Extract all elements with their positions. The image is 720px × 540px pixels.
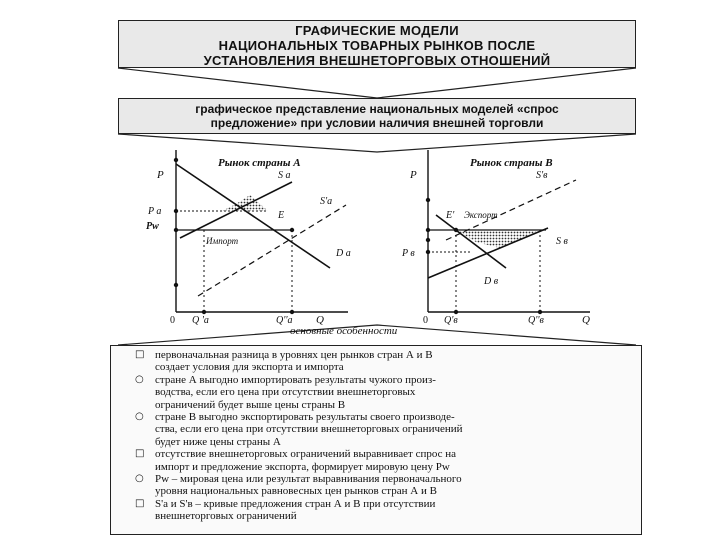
- connector-title-to-subtitle: [118, 68, 636, 98]
- title-line-3: УСТАНОВЛЕНИЯ ВНЕШНЕТОРГОВЫХ ОТНОШЕНИЙ: [203, 53, 551, 68]
- feature-item: [117, 374, 635, 411]
- chart-a-equilibrium-point: [290, 228, 294, 232]
- feature-line: создает условия для экспорта и импорта: [155, 361, 344, 374]
- chart-b-axis-dot: [426, 198, 430, 202]
- chart-a-demand-label: D а: [336, 248, 351, 259]
- feature-bullet: □: [135, 448, 145, 460]
- title-line-2: НАЦИОНАЛЬНЫХ ТОВАРНЫХ РЫНКОВ ПОСЛЕ: [218, 38, 536, 53]
- feature-line: водства, если его цена при отсутствии внешнеторговых: [155, 386, 416, 399]
- chart-b-equilibrium-point: [454, 228, 458, 232]
- feature-line: отсутствие внешнеторговых ограничений выравнивает спрос на: [155, 448, 457, 461]
- chart-a-qa2-label: Q''а: [276, 315, 293, 326]
- feature-item: [117, 498, 635, 523]
- chart-b-supply-shift-label: S'в: [536, 170, 548, 181]
- chart-a-axis-dot: [174, 158, 178, 162]
- chart-a-axis-dot: [290, 310, 294, 314]
- chart-a-price-axis-label: P: [157, 169, 164, 181]
- feature-item: [117, 448, 635, 473]
- chart-a-pw-label: Pw: [146, 221, 159, 232]
- feature-line: будет ниже цены страны А: [155, 435, 281, 448]
- feature-line: внешнеторговых ограничений: [155, 510, 297, 523]
- feature-bullet: ○: [135, 411, 144, 423]
- chart-country-a: [146, 150, 351, 326]
- chart-b-demand-label: D в: [484, 276, 499, 287]
- chart-b-qty-axis-label: Q: [582, 314, 590, 326]
- feature-line: стране А выгодно импортировать результаты чужого произ-: [155, 373, 436, 386]
- chart-b-axis-dot: [426, 238, 430, 242]
- chart-b-title: Рынок страны В: [470, 157, 553, 169]
- chart-a-axis-dot: [174, 209, 178, 213]
- feature-bullet: □: [135, 497, 145, 509]
- chart-b-axis-dot: [454, 310, 458, 314]
- feature-bullet: ○: [135, 373, 144, 385]
- features-box: [110, 345, 642, 535]
- chart-a-title: Рынок страны А: [218, 157, 301, 169]
- chart-b-axis-dot: [426, 250, 430, 254]
- chart-a-axis-dot: [174, 283, 178, 287]
- chart-b-qb2-label: Q''в: [528, 315, 544, 326]
- feature-item: [117, 349, 635, 374]
- chart-b-price-axis-label: P: [410, 169, 417, 181]
- feature-line: уровня национальных равновесных цен рынков стран А и В: [155, 485, 437, 498]
- feature-line: стране В выгодно экспортировать результаты своего производе-: [155, 411, 455, 424]
- chart-a-qty-axis-label: Q: [316, 314, 324, 326]
- feature-line: ограничений будет выше цены страны В: [155, 398, 346, 411]
- chart-b-axis-dot: [426, 228, 430, 232]
- feature-bullet: ○: [135, 473, 144, 485]
- feature-line: ства, если его цена при отсутствии внешнеторговых ограничений: [155, 423, 463, 436]
- chart-b-origin-label: 0: [423, 315, 428, 326]
- chart-a-axis-dot: [174, 228, 178, 232]
- chart-country-b: [401, 150, 590, 326]
- chart-a-supply-label: S а: [278, 170, 291, 181]
- feature-line: Pw – мировая цена или результат выравнивания первоначального: [155, 473, 462, 486]
- chart-b-supply-label: S в: [556, 236, 568, 247]
- chart-a-equilibrium-label: E: [278, 210, 285, 221]
- chart-a-axis-dot: [202, 310, 206, 314]
- chart-b-pb-label: P в: [402, 248, 415, 259]
- chart-a-demand-curve: [176, 164, 333, 268]
- chart-b-equilibrium-label: E': [446, 210, 455, 221]
- feature-item: [117, 473, 635, 498]
- features-label: основные особенности: [290, 325, 398, 337]
- chart-b-export-label: Экспорт: [464, 210, 498, 220]
- chart-a-origin-label: 0: [170, 315, 175, 326]
- chart-a-import-label: Импорт: [206, 236, 239, 246]
- subtitle-line-1: графическое представление национальных моделей «спрос: [195, 102, 559, 116]
- chart-a-pa-label: P а: [148, 206, 162, 217]
- title-line-1: ГРАФИЧЕСКИЕ МОДЕЛИ: [295, 23, 459, 38]
- feature-item: [117, 411, 635, 448]
- subtitle-line-2: предложение» при условии наличия внешней торговли: [210, 116, 544, 130]
- feature-line: импорт и предложение экспорта, формирует мировую цену Pw: [155, 460, 450, 473]
- chart-a-qa-label: Q 'а: [192, 315, 209, 326]
- chart-b-qb-label: Q'в: [444, 315, 458, 326]
- feature-line: S'а и S'в – кривые предложения стран А и В при отсутствии: [155, 497, 436, 510]
- chart-a-supply-shift-label: S'а: [320, 196, 333, 207]
- chart-b-axis-dot: [538, 310, 542, 314]
- feature-line: первоначальная разница в уровнях цен рынков стран А и В: [155, 349, 433, 361]
- connector-subtitle-to-charts: [118, 134, 636, 152]
- feature-bullet: □: [135, 349, 145, 360]
